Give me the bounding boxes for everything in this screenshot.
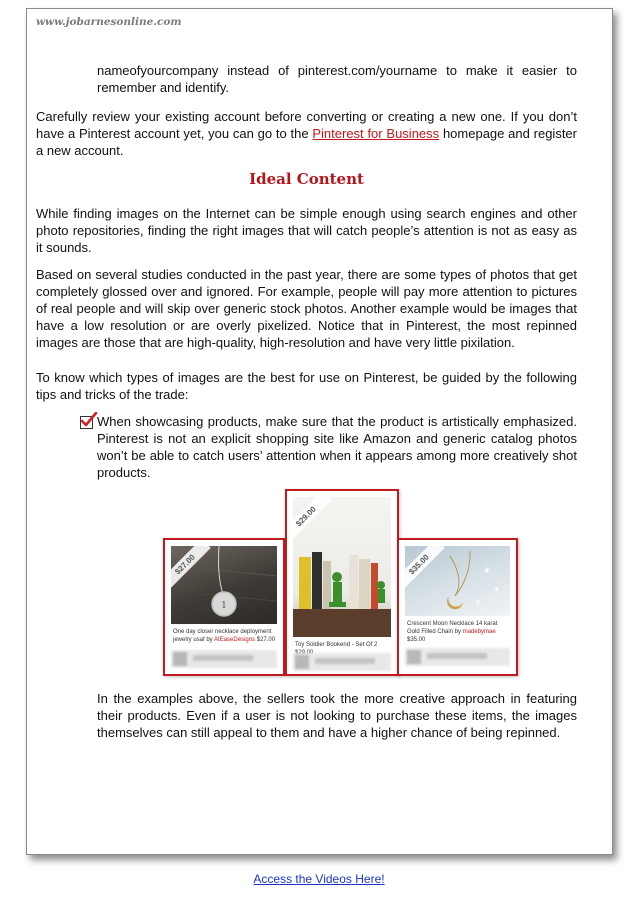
- paragraph-after-examples: In the examples above, the sellers took the more creative approach in featuring their products. Even if a user is not looking to purchase these items, the images themselves can still appeal to them and have a higher chance of being repinned.: [97, 691, 577, 740]
- svg-text:✶: ✶: [483, 566, 492, 577]
- continued-paragraph: nameofyourcompany instead of pinterest.com/yourname to make it easier to remember and identify.: [97, 63, 577, 95]
- paragraph-studies: Based on several studies conducted in the past year, there are some types of photos that get completely glossed over and ignored. For example, people will pay more attention to pictures of real people and will skip over generic stock photos. Another example would be images that have a low resolution or are overly pixelized. Notice that in Pinterest, the most repinned images are those that are high-quality, high-resolution and have very little pixilation.: [36, 267, 577, 350]
- pinterest-for-business-link[interactable]: Pinterest for Business: [312, 126, 440, 141]
- paragraph-tips-intro: To know which types of images are the best for use on Pinterest, be guided by the following tips and tricks of the trade:: [36, 370, 577, 402]
- pin-photo-bookend: [293, 497, 391, 637]
- pin-card-necklace-disc[interactable]: [163, 538, 285, 676]
- pin-seller[interactable]: AtEaseDesigns: [214, 637, 256, 643]
- svg-text:✶: ✶: [475, 599, 481, 606]
- pin-card-toy-soldier-bookend[interactable]: [285, 489, 399, 676]
- pin-caption: [407, 620, 510, 644]
- continued-text: [97, 62, 577, 96]
- review-block: [36, 108, 577, 159]
- pin-blurred-repin-row: [405, 648, 510, 666]
- pin-caption-text: One day closer necklace deployment jewelry usaf by: [173, 629, 272, 643]
- pin-caption-price: $27.00: [255, 637, 276, 643]
- checkmark-icon: [80, 412, 98, 428]
- review-text-before: Carefully review your existing account before converting or creating a new one. If you don’t have a Pinterest account yet, you can go to the: [36, 109, 577, 141]
- para1-block: [36, 205, 577, 256]
- tip1-block: [97, 413, 577, 481]
- pin-blurred-repin-row: [171, 650, 277, 668]
- pin-caption: [173, 628, 277, 644]
- paragraph-images-search: While finding images on the Internet can be simple enough using search engines and other photo repositories, finding the right images that will catch people’s attention is not as easy as it sounds.: [36, 206, 577, 255]
- price-tag: $35.00: [405, 546, 445, 590]
- svg-text:✶: ✶: [493, 585, 500, 594]
- pin-photo-crescent: [405, 546, 510, 616]
- after-examples-block: [97, 690, 577, 741]
- para3-block: [36, 369, 577, 403]
- price-tag: $27.00: [171, 546, 211, 590]
- site-url[interactable]: www.jobarnesonline.com: [36, 16, 182, 28]
- pin-card-crescent-moon[interactable]: [397, 538, 518, 676]
- access-videos-link[interactable]: Access the Videos Here!: [253, 872, 385, 886]
- checkbox-checked-icon: [80, 416, 93, 429]
- review-text-after: homepage and register a new account.: [36, 126, 577, 158]
- svg-text:1: 1: [221, 601, 227, 611]
- pin-caption-price: $35.00: [407, 637, 426, 643]
- review-paragraph: [36, 108, 577, 159]
- tip-showcasing-products: When showcasing products, make sure that the product is artistically emphasized. Pinterest is not an explicit shopping site like Amazon and generic catalog photos won’t be able to catch users’ attention when it appears among more creatively shot products.: [97, 414, 577, 480]
- price-tag: $29.00: [293, 497, 332, 542]
- pin-caption-text: Crescent Moon Necklace 14 karat Gold Filled Chain by: [407, 621, 498, 635]
- pin-caption: Toy Soldier Bookend - Set Of 2: [295, 642, 378, 648]
- para2-block: [36, 266, 577, 351]
- pin-photo-necklace: [171, 546, 277, 624]
- pin-seller[interactable]: madebymae: [462, 629, 496, 635]
- pin-blurred-repin-row: [293, 653, 391, 671]
- section-heading: Ideal Content: [249, 170, 364, 188]
